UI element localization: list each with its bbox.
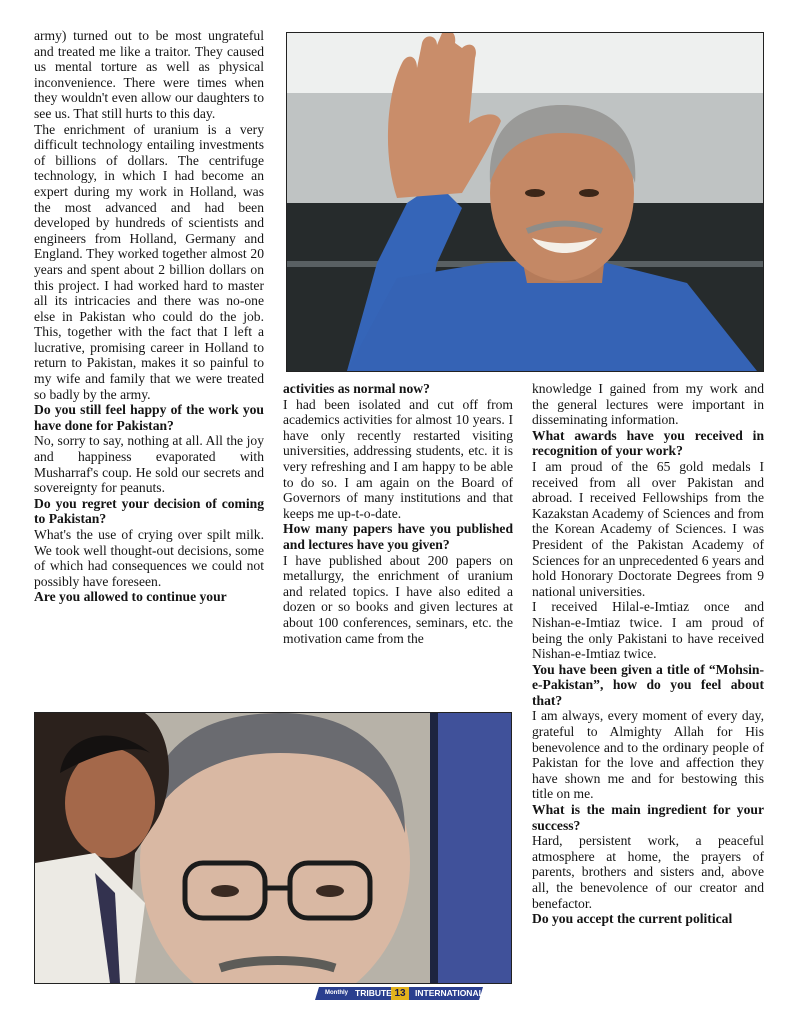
answer-paragraph: What's the use of crying over spilt milk. We took well thought-out decisions, some of which had consequences we could not possibly have foreseen. bbox=[34, 527, 264, 589]
article-column-3 bbox=[532, 381, 764, 927]
page-footer bbox=[315, 986, 485, 1001]
photo-portrait-poster-illustration bbox=[35, 713, 511, 983]
question-heading: Do you accept the current political bbox=[532, 911, 733, 927]
answer-paragraph: I am always, every moment of every day, grateful to Almighty Allah for His benevolence and to the ordinary people of Pakistan for the love and affection they have shown me and for bestowing this title on me. bbox=[532, 708, 764, 802]
article-column-1 bbox=[34, 28, 264, 605]
photo-man-waving bbox=[286, 32, 764, 372]
photo-man-waving-illustration bbox=[287, 33, 763, 371]
question-heading: What is the main ingredient for your success? bbox=[532, 802, 764, 833]
answer-paragraph: No, sorry to say, nothing at all. All the joy and happiness evaporated with Musharraf's coup. He sold our secrets and sovereignty for peanuts. bbox=[34, 433, 264, 496]
answer-paragraph: The enrichment of uranium is a very difficult technology entailing investments of billions of dollars. The centrifuge technology, in which I had become an expert during my work in Holland, was the most advanced and had been developed by hundreds of scientists and engineers from Holland, Germany and England. They worked together almost 20 years and spent about 2 billion dollars on this project. I had worked hard to master all its intricacies and there was no-one else in Pakistan who could do the job. This, together with the fact that I left a lucrative, promising career in Holland to return to Pakistan, makes it so painful to my wife and family that we were treated so badly by the army. bbox=[34, 121, 264, 402]
question-heading: How many papers have you published and lectures have you given? bbox=[283, 521, 513, 552]
answer-paragraph: I had been isolated and cut off from academics activities for almost 10 years. I have only recently restarted visiting universities, addressing students, etc. it is very refreshing and I am happy to be able to do so. I am again on the Board of Governors of many institutions and that keeps me up-t-o-date. bbox=[283, 396, 513, 521]
article-column-2 bbox=[283, 381, 513, 646]
question-heading: Do you regret your decision of coming to Pakistan? bbox=[34, 495, 264, 527]
question-heading: Are you allowed to continue your bbox=[34, 589, 227, 605]
photo-portrait-poster bbox=[34, 712, 512, 984]
footer-page-number: 13 bbox=[394, 988, 406, 999]
answer-paragraph: I am proud of the 65 gold medals I received from all over Pakistan and abroad. I received Fellowships from the Kazakstan Academy of Sciences and from the Korean Academy of Sciences. I was President of the Pakistan Academy of Sciences for an unprecedented 6 years and hold Honorary Doctorate Degrees from 9 national universities. bbox=[532, 458, 764, 599]
footer-suffix: INTERNATIONAL bbox=[415, 988, 484, 998]
question-heading: activities as normal now? bbox=[283, 381, 430, 396]
answer-paragraph: I have published about 200 papers on metallurgy, the enrichment of uranium and related topics. I have also edited a dozen or so books and given lectures at about 100 conferences, seminars, etc. the motivation came from the bbox=[283, 552, 513, 646]
question-heading: You have been given a title of “Mohsin-e-Pakistan”, how do you feel about that? bbox=[532, 661, 764, 708]
answer-paragraph: Hard, persistent work, a peaceful atmosphere at home, the prayers of parents, brothers and sisters and, above all, the benevolence of our creator and benefactor. bbox=[532, 833, 764, 911]
answer-paragraph: knowledge I gained from my work and the general lectures were important in disseminating information. bbox=[532, 381, 764, 428]
question-heading: What awards have you received in recognition of your work? bbox=[532, 427, 764, 459]
question-heading: Do you still feel happy of the work you have done for Pakistan? bbox=[34, 402, 264, 433]
footer-prefix: Monthly bbox=[325, 990, 348, 996]
footer-brand: TRIBUTE bbox=[355, 988, 392, 998]
answer-paragraph: army) turned out to be most ungrateful and treated me like a traitor. They caused us mental torture as well as physical inconvenience. There were times when they wouldn't even allow our daughters to see us. That still hurts to this day. bbox=[34, 28, 264, 121]
answer-paragraph: I received Hilal-e-Imtiaz once and Nishan-e-Imtiaz twice. I am proud of being the only Pakistani to have received Nishan-e-Imtiaz twice. bbox=[532, 599, 764, 662]
